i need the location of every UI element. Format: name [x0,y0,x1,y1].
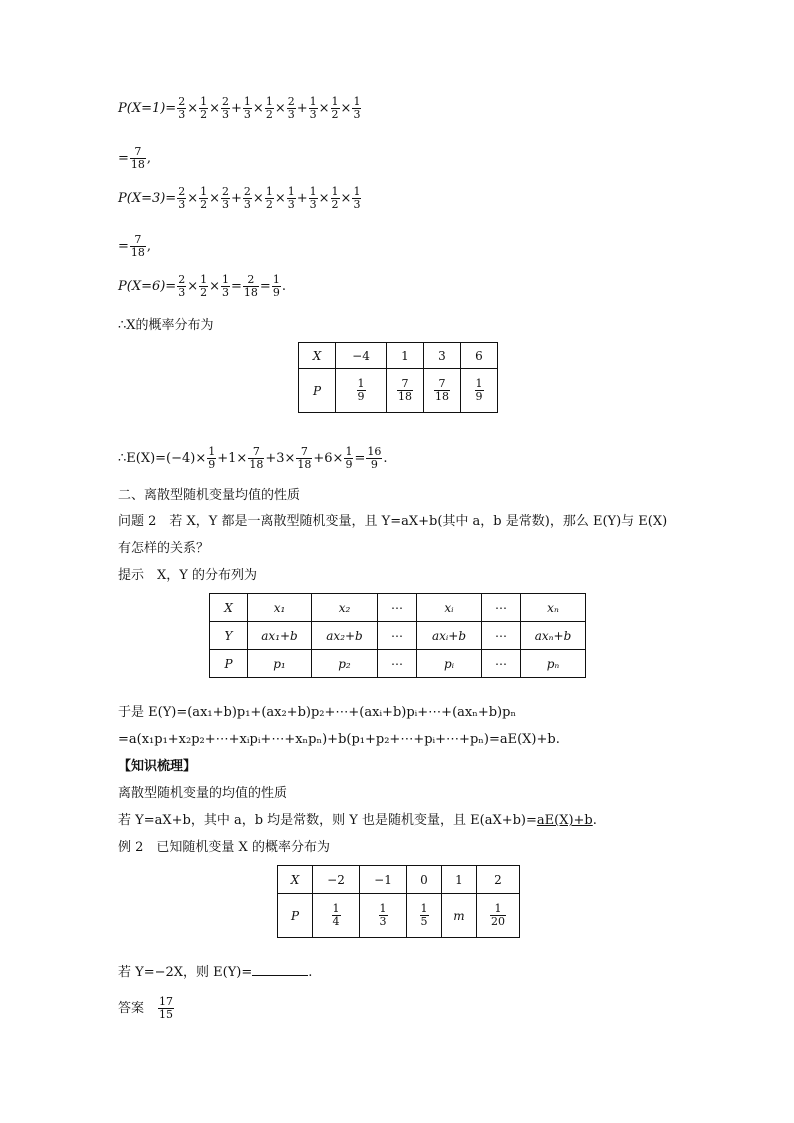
table-cell: p₂ [312,650,378,678]
example-label: 例 2 [118,840,144,855]
eq-p-x-3: P(X=3)= $\frac{2}{3}$ × $\frac{1}{2}$ × $\frac{2}{3}$ + $\frac{2}{3}$ × $\frac{1}{2}$ × $\frac{1}{3}$ + $\frac{1}{3}$ × $\frac{1}{2}$ × $\frac{1}{3}$ [118,185,361,211]
fraction: $\frac{7}{18}$ [130,233,145,259]
property-title: 离散型随机变量的均值的性质 [118,786,288,801]
table-cell: axₙ+b [521,622,586,650]
fraction: $\frac{1}{3}$ [353,185,361,211]
eq2-result: = $\frac{7}{18}$ , [118,233,152,259]
fraction: $\frac{16}{9}$ [367,445,382,471]
answer-line [118,996,175,1021]
expectation-line: ∴E(X)=(−4)× $\frac{1}{9}$ +1× $\frac{7}{18}$ +3× $\frac{7}{18}$ +6× $\frac{1}{9}$ = $\frac{16}{9}$ . [118,445,388,471]
section-title: 二、离散型随机变量均值的性质 [118,488,301,503]
table-cell: Y [210,622,248,650]
table-cell: axᵢ+b [417,622,482,650]
fraction: $\frac{2}{18}$ [243,273,258,299]
table-cell: 1 [442,866,477,894]
table-cell: ⋯ [482,594,521,622]
question-label: 问题 2 [118,514,157,529]
table-cell: ax₂+b [312,622,378,650]
fraction: $\frac{1}{4}$ [332,902,340,928]
answer-label: 答案 [118,1001,145,1016]
fraction: $\frac{1}{2}$ [265,95,273,121]
table-cell: xᵢ [417,594,482,622]
table-cell: X [299,343,336,369]
fraction: $\frac{2}{3}$ [222,185,230,211]
fraction: $\frac{2}{3}$ [178,273,186,299]
table-cell [407,894,442,938]
property-answer: aE(X)+b [536,813,593,828]
answer-blank [252,963,308,976]
question2-line2: 有怎样的关系？ [118,541,210,556]
fraction: $\frac{2}{3}$ [222,95,230,121]
fraction: $\frac{1}{3}$ [287,185,295,211]
derivation-line1: 于是 E(Y)=(ax₁+b)p₁+(ax₂+b)p₂+⋯+(axᵢ+b)pᵢ+⋯+(axₙ+b)pₙ [118,705,517,720]
distribution-table-3 [277,865,520,938]
table-cell: ⋯ [378,650,417,678]
fraction: $\frac{1}{2}$ [331,95,339,121]
table-cell: P [299,369,336,413]
fraction: $\frac{1}{9}$ [357,377,365,403]
fraction: $\frac{1}{9}$ [345,445,353,471]
eq3-lhs: P(X=6)= [118,279,177,294]
table-cell: ⋯ [482,622,521,650]
fraction: $\frac{1}{2}$ [200,95,208,121]
table-cell: m [442,894,477,938]
dist1-intro: ∴X的概率分布为 [118,318,214,333]
table-cell: 0 [407,866,442,894]
table-cell: ax₁+b [248,622,312,650]
fraction: $\frac{1}{3}$ [379,902,387,928]
table-cell: 1 [387,343,424,369]
eq-p-x-6: P(X=6)= $\frac{2}{3}$ × $\frac{1}{2}$ × $\frac{1}{3}$ = $\frac{2}{18}$ = $\frac{1}{9}$ . [118,273,286,299]
question2-line1: 问题 2 若 X，Y 都是一离散型随机变量，且 Y=aX+b(其中 a，b 是常数)，那么 E(Y)与 E(X) [118,514,668,529]
derivation-line2: =a(x₁p₁+x₂p₂+⋯+xᵢpᵢ+⋯+xₙpₙ)+b(p₁+p₂+⋯+pᵢ+⋯+pₙ)=aE(X)+b. [118,732,560,747]
fraction: $\frac{2}{3}$ [287,95,295,121]
fraction: $\frac{1}{2}$ [265,185,273,211]
table-cell: ⋯ [378,622,417,650]
table-cell [360,894,407,938]
table-cell [477,894,520,938]
table-cell [313,894,360,938]
question-line: 若 Y=−2X，则 E(Y)= . [118,965,313,980]
knowledge-title: 【知识梳理】 [118,759,197,774]
fraction: $\frac{1}{3}$ [309,185,317,211]
example2-line: 例 2 已知随机变量 X 的概率分布为 [118,840,330,855]
table-cell [424,369,461,413]
fraction: $\frac{1}{9}$ [475,377,483,403]
table-cell: 3 [424,343,461,369]
table-cell [336,369,387,413]
eq-p-x-1: P(X=1)= $\frac{2}{3}$ × $\frac{1}{2}$ × $\frac{2}{3}$ + $\frac{1}{3}$ × $\frac{1}{2}$ × $\frac{2}{3}$ + $\frac{1}{3}$ × $\frac{1}{2}$ × $\frac{1}{3}$ [118,95,361,121]
fraction: $\frac{1}{20}$ [491,902,505,928]
fraction: $\frac{7}{18}$ [297,445,312,471]
eq1-lhs: P(X=1)= [118,101,177,116]
fraction: $\frac{2}{3}$ [178,95,186,121]
table-cell: x₂ [312,594,378,622]
table-cell: p₁ [248,650,312,678]
fraction: $\frac{7}{18}$ [398,377,412,403]
fraction: $\frac{1}{5}$ [420,902,428,928]
table-cell: x₁ [248,594,312,622]
answer-fraction: $\frac{17}{15}$ [159,995,174,1021]
table-cell: 2 [477,866,520,894]
fraction: $\frac{1}{9}$ [272,273,280,299]
fraction: $\frac{7}{18}$ [249,445,264,471]
table-cell: P [278,894,313,938]
table-cell: 6 [461,343,498,369]
fraction: $\frac{1}{9}$ [208,445,216,471]
property-line: 若 Y=aX+b，其中 a，b 均是常数，则 Y 也是随机变量，且 E(aX+b)=aE(X)+b. [118,813,597,828]
table-cell: X [210,594,248,622]
fraction: $\frac{2}{3}$ [243,185,251,211]
distribution-table-2 [209,593,586,678]
fraction: $\frac{7}{18}$ [435,377,449,403]
table-cell: −1 [360,866,407,894]
fraction: $\frac{1}{2}$ [200,273,208,299]
table-cell: pₙ [521,650,586,678]
table-cell: −2 [313,866,360,894]
fraction: $\frac{1}{3}$ [222,273,230,299]
table-cell: X [278,866,313,894]
table-cell: −4 [336,343,387,369]
table-cell [461,369,498,413]
table-cell: xₙ [521,594,586,622]
fraction: $\frac{1}{2}$ [331,185,339,211]
table-cell: ⋯ [378,594,417,622]
table-cell: pᵢ [417,650,482,678]
eq2-lhs: P(X=3)= [118,191,177,206]
distribution-table-1 [298,342,498,413]
fraction: $\frac{1}{3}$ [353,95,361,121]
fraction: $\frac{7}{18}$ [130,145,145,171]
table-cell: P [210,650,248,678]
eq1-result: = $\frac{7}{18}$ , [118,145,152,171]
fraction: $\frac{1}{2}$ [200,185,208,211]
table-cell [387,369,424,413]
hint-line: 提示 X，Y 的分布列为 [118,568,257,583]
fraction: $\frac{1}{3}$ [309,95,317,121]
table-cell: ⋯ [482,650,521,678]
fraction: $\frac{2}{3}$ [178,185,186,211]
fraction: $\frac{1}{3}$ [243,95,251,121]
